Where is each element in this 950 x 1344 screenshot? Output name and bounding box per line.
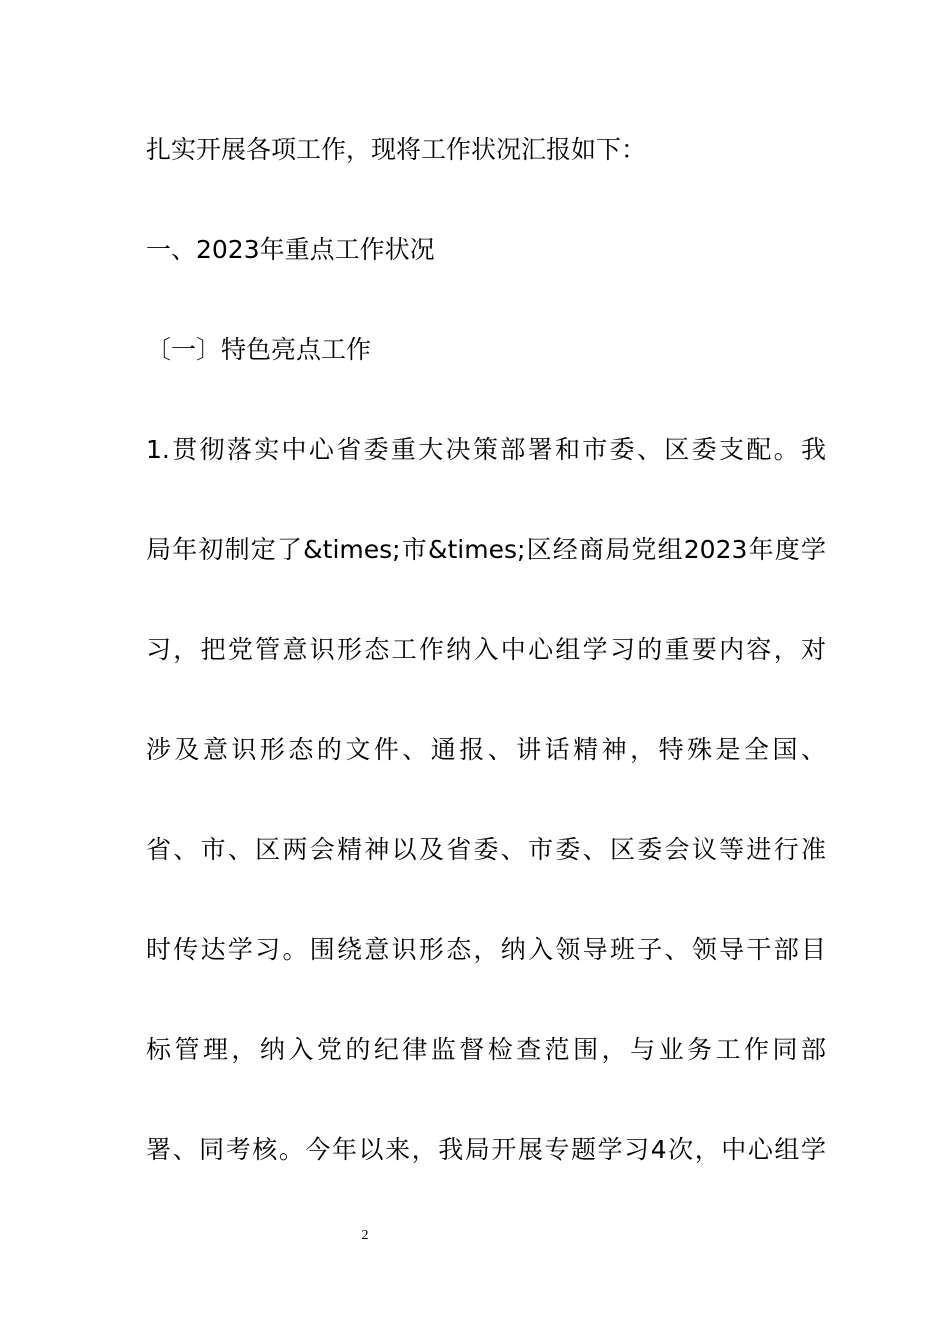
paragraph-line-1: 1.贯彻落实中心省委重大决策部署和市委、区委支配。我 (146, 435, 826, 464)
paragraph-line-6: 时传达学习。围绕意识形态，纳入领导班子、领导干部目 (146, 935, 826, 964)
section-heading: 一、2023年重点工作状况 (146, 235, 435, 264)
subsection-heading: 〔一〕特色亮点工作 (146, 335, 372, 364)
paragraph-line-4: 涉及意识形态的文件、通报、讲话精神，特殊是全国、 (146, 735, 826, 764)
paragraph-line-3: 习，把党管意识形态工作纳入中心组学习的重要内容，对 (146, 635, 826, 664)
paragraph-line-8: 署、同考核。今年以来，我局开展专题学习4次，中心组学 (146, 1135, 826, 1164)
paragraph-line-7: 标管理，纳入党的纪律监督检查范围，与业务工作同部 (146, 1035, 826, 1064)
paragraph-line-2: 局年初制定了&times;市&times;区经商局党组2023年度学 (146, 535, 826, 564)
paragraph-line-5: 省、市、区两会精神以及省委、市委、区委会议等进行准 (146, 835, 826, 864)
page-number: 2 (361, 1228, 369, 1243)
text-line-1: 扎实开展各项工作，现将工作状况汇报如下： (146, 135, 647, 164)
